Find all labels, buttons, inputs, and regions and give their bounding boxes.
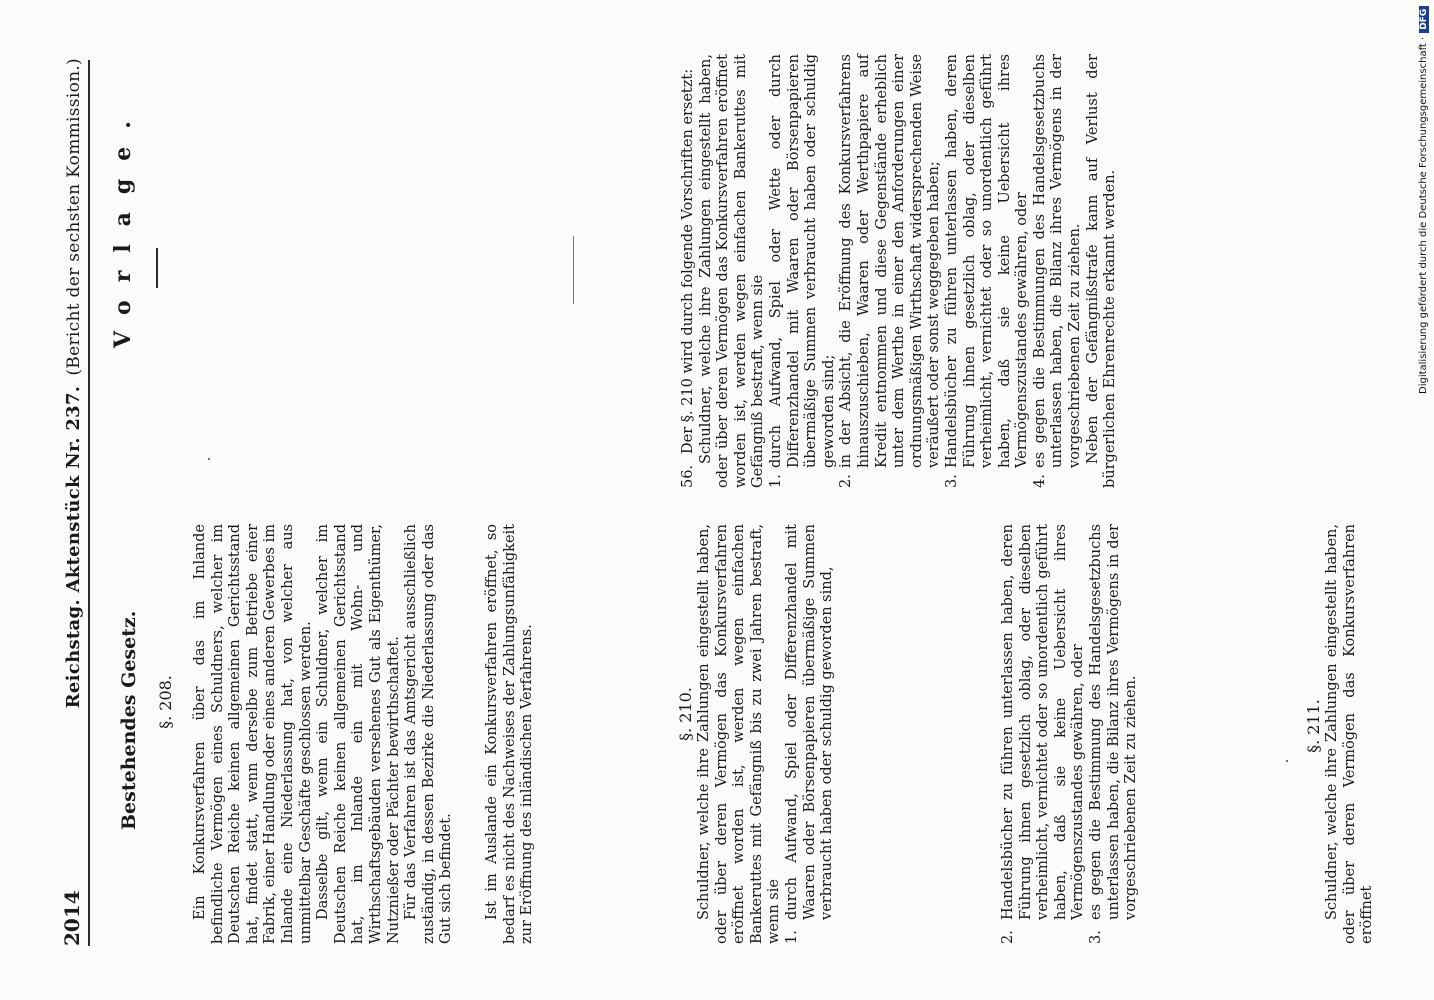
item-56-sub-4 — [1032, 54, 1085, 488]
item-text: es gegen die Bestimmungen des Handelsgesetzbuchs unterlassen haben, die Bilanz ihres Vermögens in der vorgeschriebenen Zeit zu ziehen. — [1031, 54, 1084, 468]
dfg-credit — [1418, 6, 1429, 394]
item-56-sub-3 — [944, 54, 1032, 488]
section-208-para4: Ist im Auslande ein Konkursverfahren eröffnet, so bedarf es nicht des Nachweises der Zahlungsunfähigkeit zur Eröffnung des inländischen Verfahrens. — [484, 524, 536, 944]
section-210-item-3 — [1088, 524, 1141, 944]
section-208-para3: Für das Verfahren ist das Amtsgericht ausschließlich zuständig, in dessen Bezirke die Niederlassung oder das Gut sich befindet. — [403, 524, 455, 944]
header-rule — [88, 60, 90, 946]
vorlage-item-56 — [680, 54, 1120, 488]
column-title-right: Vorlage. — [110, 103, 136, 348]
header-reichstag: Reichstag. Aktenstück Nr. 237. — [63, 385, 84, 709]
item-number: 1. — [783, 930, 800, 944]
item-56-number: 56. — [680, 464, 696, 488]
item-56-sub-1 — [768, 54, 838, 488]
item-56-lead-text: Der §. 210 wird durch folgende Vorschriften ersetzt: — [680, 68, 696, 454]
item-number: 2. — [1000, 930, 1016, 944]
dfg-credit-text: Digitalisierung gefördert durch die Deutsche Forschungsgemeinschaft · — [1418, 36, 1429, 394]
section-210-heading: §. 210. — [676, 687, 695, 741]
section-211-heading: §. 211. — [1304, 699, 1323, 753]
column-title-left: Bestehendes Gesetz. — [118, 610, 140, 830]
section-208-body-b — [484, 524, 537, 944]
item-number: 3. — [1087, 930, 1104, 944]
section-211-body — [1324, 524, 1377, 944]
header-report: (Bericht der sechsten Kommission.) — [64, 58, 84, 376]
item-text: durch Aufwand, Spiel oder Differenzhandel mit Waaren oder Börsenpapieren übermäßige Summen verbraucht haben oder schuldig geworden sind, — [783, 524, 836, 920]
dfg-logo: DFG — [1419, 6, 1429, 33]
section-208-para1: Ein Konkursverfahren über das im Inlande befindliche Vermögen eines Schuldners, welcher im Deutschen Reiche keinen allgemeinen Gerichtsstand hat, findet statt, wenn derselbe zum Betriebe einer Fabrik, einer Handlung oder eines anderen Gewerbes im Inlande eine Niederlassung hat, von welcher aus unmittelbar Geschäfte geschlossen werden. — [192, 524, 314, 944]
item-number: 1. — [767, 474, 784, 488]
section-210-item-2 — [1000, 524, 1088, 944]
section-208-para2: Dasselbe gilt, wenn ein Schuldner, welcher im Deutschen Reiche keinen allgemeinen Gerichtsstand hat, im Inlande ein mit Wohn- und Wirthschaftsgebäuden versehenes Gut als Eigenthümer, Nutznießer oder Pächter bewirthschaftet. — [315, 524, 402, 944]
section-210-item-1 — [784, 524, 837, 944]
section-208-heading: §. 208. — [156, 675, 175, 729]
section-208-body — [192, 524, 456, 944]
item-text: es gegen die Bestimmung des Handelsgesetzbuchs unterlassen haben, die Bilanz ihres Vermögens in der vorgeschriebenen Zeit zu ziehen. — [1087, 524, 1140, 920]
scan-speck — [208, 458, 210, 460]
item-number: 2. — [838, 474, 855, 488]
item-text: Handelsbücher zu führen unterlassen haben, deren Führung ihnen gesetzlich oblag, oder dieselben verheimlicht, vernichtet oder so unordentlich geführt haben, daß sie keine Uebersicht ihres Vermögenszustandes gewähren, oder — [943, 54, 1031, 468]
item-number: 3. — [943, 474, 960, 488]
item-56-closing: Neben der Gefängnißstrafe kann auf Verlust der bürgerlichen Ehrenrechte erkannt werden. — [1084, 54, 1119, 488]
section-210-intro: Schuldner, welche ihre Zahlungen eingestellt haben, oder über deren Vermögen das Konkursverfahren eröffnet worden ist, werden wegen einfachen Bankeruttes mit Gefängniß bis zu zwei Jahren bestraft, wenn sie — [696, 524, 783, 944]
item-text: in der Absicht, die Eröffnung des Konkursverfahrens hinauszuschieben, Waaren oder Werthpapiere auf Kredit entnommen und diese Gegenstände erheblich unter dem Werthe in einer den Anforderungen einer ordnungsmäßigen Wirthschaft widersprechenden Weise veräußert oder sonst weggegeben haben; — [838, 54, 943, 468]
scan-speck — [1286, 760, 1288, 762]
section-210-body — [696, 524, 837, 944]
column-divider — [573, 236, 574, 304]
item-number: 4. — [1031, 474, 1048, 488]
item-56-sub-2 — [838, 54, 944, 488]
item-56-lead — [680, 54, 698, 488]
item-text: Handelsbücher zu führen unterlassen haben, deren Führung ihnen gesetzlich oblag, oder dieselben verheimlicht, vernichtet oder so unordentlich geführt haben, daß sie keine Uebersicht ihres Vermögenszustandes gewähren, oder — [1000, 524, 1087, 920]
title-underline — [156, 248, 158, 288]
header-title — [65, 58, 83, 708]
page-number: 2014 — [60, 890, 84, 946]
section-211-intro: Schuldner, welche ihre Zahlungen eingestellt haben, oder über deren Vermögen das Konkursverfahren eröffnet — [1324, 524, 1376, 944]
running-header — [62, 58, 88, 946]
item-text: durch Aufwand, Spiel oder Wette oder durch Differenzhandel mit Waaren oder Börsenpapieren übermäßige Summen verbraucht haben oder schuldig geworden sind; — [767, 54, 837, 468]
item-56-intro: Schuldner, welche ihre Zahlungen eingestellt haben, oder über deren Vermögen das Konkursverfahren eröffnet worden ist, werden wegen einfachen Bankeruttes mit Gefängniß bestraft, wenn sie — [697, 54, 767, 488]
section-210-body-b — [1000, 524, 1141, 944]
